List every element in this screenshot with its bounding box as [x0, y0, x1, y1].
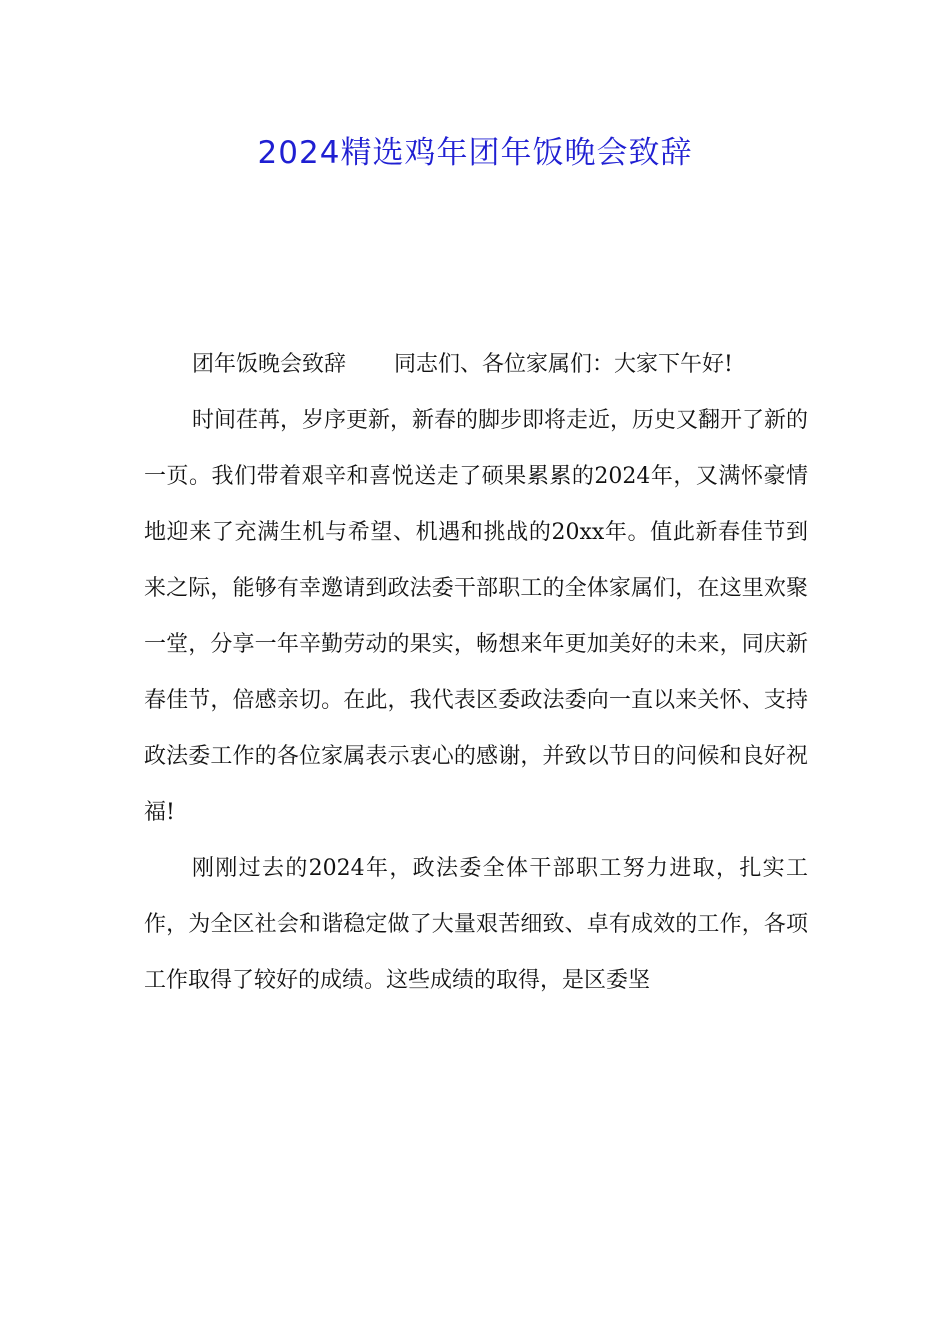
paragraph-1: 时间荏苒，岁序更新，新春的脚步即将走近，历史又翻开了新的一页。我们带着艰辛和喜悦送走了硕果累累的2024年，又满怀豪情地迎来了充满生机与希望、机遇和挑战的20xx年。值此新春佳节到来之际，能够有幸邀请到政法委干部职工的全体家属们，在这里欢聚一堂，分享一年辛勤劳动的果实，畅想来年更加美好的未来，同庆新春佳节，倍感亲切。在此，我代表区委政法委向一直以来关怀、支持政法委工作的各位家属表示衷心的感谢，并致以节日的问候和良好祝福!: [144, 408, 809, 825]
opening-salutation: 同志们、各位家属们：大家下午好!: [394, 352, 733, 377]
opening-heading: 团年饭晚会致辞: [192, 352, 347, 377]
paragraph-2: 刚刚过去的2024年，政法委全体干部职工努力进取，扎实工作，为全区社会和谐稳定做了大量艰苦细致、卓有成效的工作，各项工作取得了较好的成绩。这些成绩的取得，是区委坚: [144, 856, 808, 993]
opening-line: [144, 337, 808, 393]
document-body: [144, 337, 808, 1009]
document-title: 2024精选鸡年团年饭晚会致辞: [257, 135, 693, 171]
